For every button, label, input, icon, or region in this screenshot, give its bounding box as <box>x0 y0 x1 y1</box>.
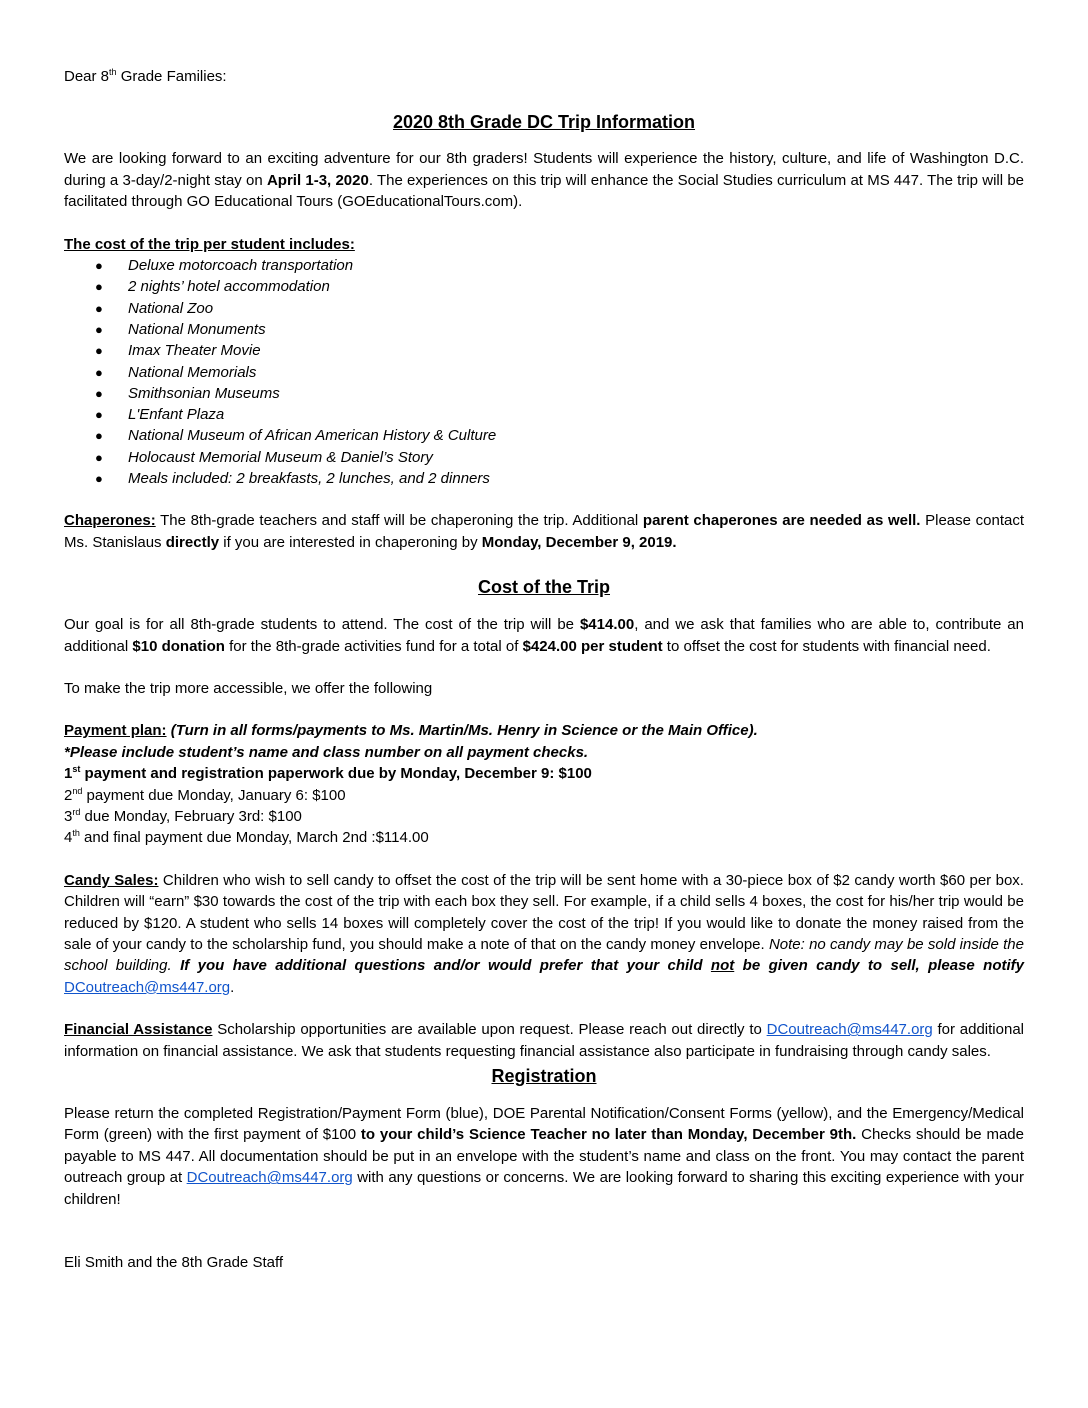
candy-sales-paragraph: Candy Sales: Children who wish to sell candy to offset the cost of the trip will be sent home with a 30-piece box of $2 candy worth $60 per box. Children will “earn” $30 towards the cost of the trip with each box they sell. For example, if a child sells 4 boxes, the cost for his/her trip would be reduced by $120. A student who sells 14 boxes will completely cover the cost of the trip! If you would like to donate the money raised from the sale of your candy to the scholarship fund, you should make a note of that on the candy money envelope. Note: no candy may be sold inside the school building. If you have additional questions and/or would prefer that your child not be given candy to sell, please notify DCoutreach@ms447.org. <box>64 871 1025 996</box>
includes-heading: The cost of the trip per student includes: <box>64 235 355 253</box>
bullet-icon: ● <box>95 428 103 444</box>
outreach-email-link[interactable]: DCoutreach@ms447.org <box>766 1021 933 1039</box>
outreach-email-link[interactable]: DCoutreach@ms447.org <box>186 1169 353 1187</box>
list-item: ● Smithsonian Museums <box>64 383 1024 404</box>
list-item: ● National Zoo <box>64 298 1024 319</box>
registration-paragraph: Please return the completed Registration/Payment Form (blue), DOE Parental Notification/Consent Forms (yellow), and the Emergency/Medical Form (green) with the first payment of $100 to your child’s Science Teacher no later than Monday, December 9th. Checks should be made payable to MS 447. All documentation should be put in an envelope with the student’s name and class on the front. You may contact the parent outreach group at DCoutreach@ms447.org with any questions or concerns. We are looking forward to sharing this exciting experience with your children! <box>64 1105 1024 1208</box>
payment-line-3: 3rd due Monday, February 3rd: $100 <box>64 806 302 825</box>
accessible-text: To make the trip more accessible, we offer the following <box>64 679 433 697</box>
signature: Eli Smith and the 8th Grade Staff <box>64 1254 284 1272</box>
chaperones-paragraph: Chaperones: The 8th-grade teachers and staff will be chaperoning the trip. Additional parent chaperones are needed as well. Please contact Ms. Stanislaus directly if you are interested in chaperoning by Monday, December 9, 2019. <box>64 512 1024 551</box>
page-title: 2020 8th Grade DC Trip Information <box>392 112 696 133</box>
payment-line-2: 2nd payment due Monday, January 6: $100 <box>64 785 346 804</box>
cost-paragraph: Our goal is for all 8th-grade students to attend. The cost of the trip will be $414.00, and we ask that families who are able to, contribute an additional $10 donation for the 8th-grade activities fund for a total of $424.00 per student to offset the cost for students with financial need. <box>64 616 1024 655</box>
bullet-icon: ● <box>95 364 103 380</box>
list-item: ● Imax Theater Movie <box>64 340 1024 361</box>
bullet-icon: ● <box>95 449 103 465</box>
bullet-icon: ● <box>95 279 103 295</box>
greeting: Dear 8th Grade Families: <box>64 67 227 85</box>
payment-line-4: 4th and final payment due Monday, March 2nd :$114.00 <box>64 828 429 847</box>
bullet-icon: ● <box>95 321 103 337</box>
bullet-icon: ● <box>95 258 103 274</box>
intro-paragraph: We are looking forward to an exciting adventure for our 8th graders! Students will experience the history, culture, and life of Washington D.C. during a 3-day/2-night stay on April 1-3, 2020. The experiences on this trip will enhance the Social Studies curriculum at MS 447. The trip will be facilitated through GO Educational Tours (GOEducationalTours.com). <box>64 150 1025 211</box>
financial-assistance-paragraph: Financial Assistance Scholarship opportunities are available upon request. Please reach out directly to DCoutreach@ms447.org for additional information on financial assistance. We ask that students requesting financial assistance also participate in fundraising through candy sales. <box>64 1021 1025 1060</box>
list-item: ● National Memorials <box>64 362 1024 383</box>
list-item: ● Holocaust Memorial Museum & Daniel’s Story <box>64 447 1024 468</box>
bullet-icon: ● <box>95 343 103 359</box>
cost-heading: Cost of the Trip <box>478 577 610 598</box>
bullet-icon: ● <box>95 300 103 316</box>
payment-note: *Please include student’s name and class number on all payment checks. <box>64 743 589 761</box>
includes-list <box>64 255 1024 489</box>
list-item: ● National Monuments <box>64 319 1024 340</box>
bullet-icon: ● <box>95 407 103 423</box>
outreach-email-link[interactable]: DCoutreach@ms447.org <box>64 978 231 996</box>
list-item: ● L'Enfant Plaza <box>64 404 1024 425</box>
payment-line-1: 1st payment and registration paperwork due by Monday, December 9: $100 <box>64 764 592 783</box>
payment-plan-heading: Payment plan: (Turn in all forms/payments to Ms. Martin/Ms. Henry in Science or the Main Office). <box>64 722 758 740</box>
registration-heading: Registration <box>491 1066 597 1087</box>
bullet-icon: ● <box>95 471 103 486</box>
list-item: ● 2 nights’ hotel accommodation <box>64 276 1024 297</box>
bullet-icon: ● <box>95 385 103 401</box>
list-item: ● National Museum of African American History & Culture <box>64 425 1024 446</box>
list-item: ● Meals included: 2 breakfasts, 2 lunches, and 2 dinners <box>64 468 1024 489</box>
list-item: ● Deluxe motorcoach transportation <box>64 255 1024 276</box>
